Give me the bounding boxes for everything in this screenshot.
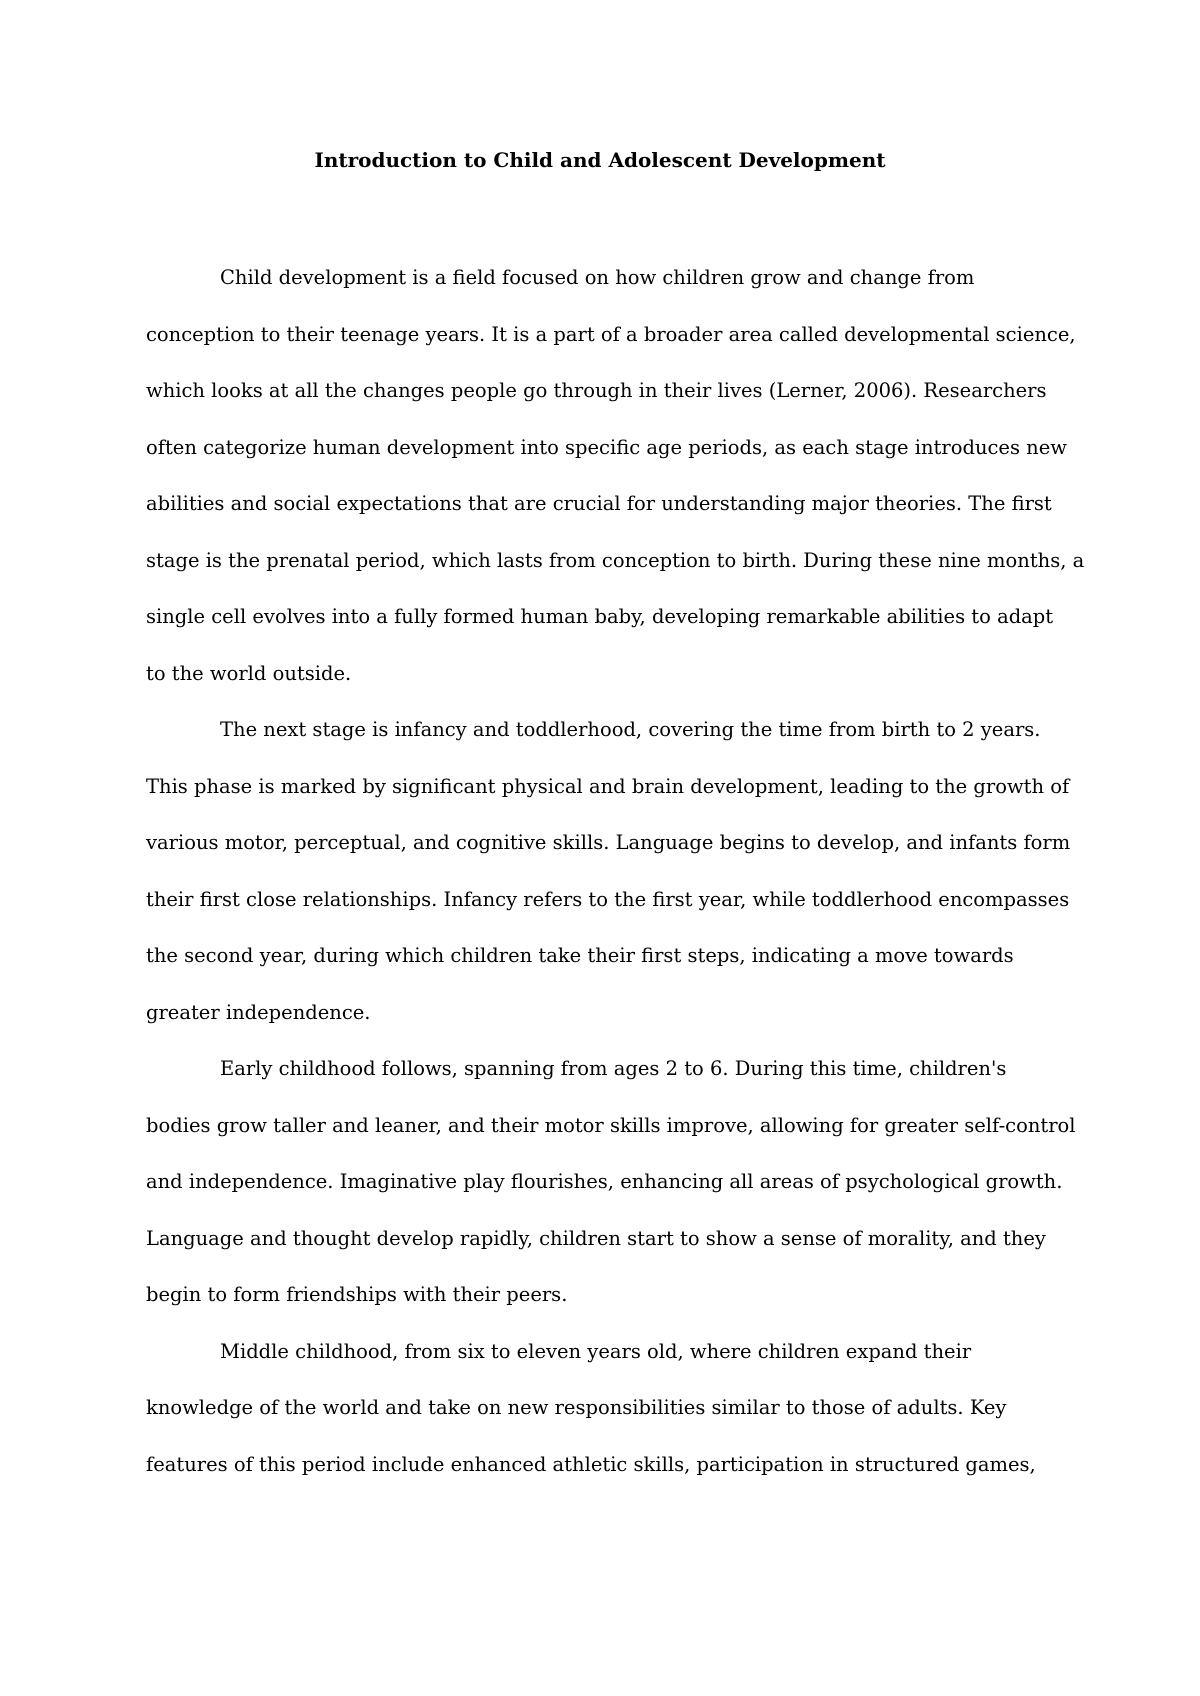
text-line: and independence. Imaginative play flourishes, enhancing all areas of psychological growth. <box>146 1170 1063 1193</box>
text-line: Middle childhood, from six to eleven years old, where children expand their <box>220 1339 972 1363</box>
text-line: bodies grow taller and leaner, and their motor skills improve, allowing for greater self-control <box>146 1113 1076 1137</box>
text-line: features of this period include enhanced athletic skills, participation in structured games, <box>146 1452 1036 1476</box>
paragraph-infancy <box>146 714 1071 1053</box>
text-line: the second year, during which children take their first steps, indicating a move towards <box>146 944 1014 967</box>
text-line: greater independence. <box>146 1000 371 1024</box>
text-line: single cell evolves into a fully formed human baby, developing remarkable abilities to adapt <box>146 605 1054 628</box>
text-line: Language and thought develop rapidly, children start to show a sense of morality, and they <box>146 1226 1046 1250</box>
text-line: which looks at all the changes people go through in their lives (Lerner, 2006). Researchers <box>146 379 1047 402</box>
document-body <box>146 262 1085 1505</box>
text-line: abilities and social expectations that are crucial for understanding major theories. The first <box>146 492 1052 515</box>
text-line: This phase is marked by significant physical and brain development, leading to the growth of <box>146 774 1070 798</box>
paragraph-intro <box>146 262 1085 714</box>
text-line: knowledge of the world and take on new responsibilities similar to those of adults. Key <box>146 1396 1007 1419</box>
text-line: their first close relationships. Infancy refers to the first year, while toddlerhood encompasses <box>146 887 1070 911</box>
paragraph-early-childhood <box>146 1053 1076 1336</box>
text-line: The next stage is infancy and toddlerhood, covering the time from birth to 2 years. <box>220 718 1041 741</box>
paragraph-middle-childhood <box>146 1336 1064 1506</box>
text-line: begin to form friendships with their peers. <box>146 1283 568 1306</box>
text-line: often categorize human development into specific age periods, as each stage introduces new <box>146 435 1067 459</box>
document-title: Introduction to Child and Adolescent Development <box>314 148 886 172</box>
text-line: various motor, perceptual, and cognitive skills. Language begins to develop, and infants form <box>146 831 1071 854</box>
text-line: stage is the prenatal period, which lasts from conception to birth. During these nine months, a <box>146 548 1085 572</box>
text-line: to the world outside. <box>146 661 352 685</box>
text-line: conception to their teenage years. It is a part of a broader area called developmental science, <box>146 322 1076 346</box>
text-line: Child development is a field focused on how children grow and change from <box>220 266 975 289</box>
text-line: Early childhood follows, spanning from ages 2 to 6. During this time, children's <box>220 1057 1007 1080</box>
